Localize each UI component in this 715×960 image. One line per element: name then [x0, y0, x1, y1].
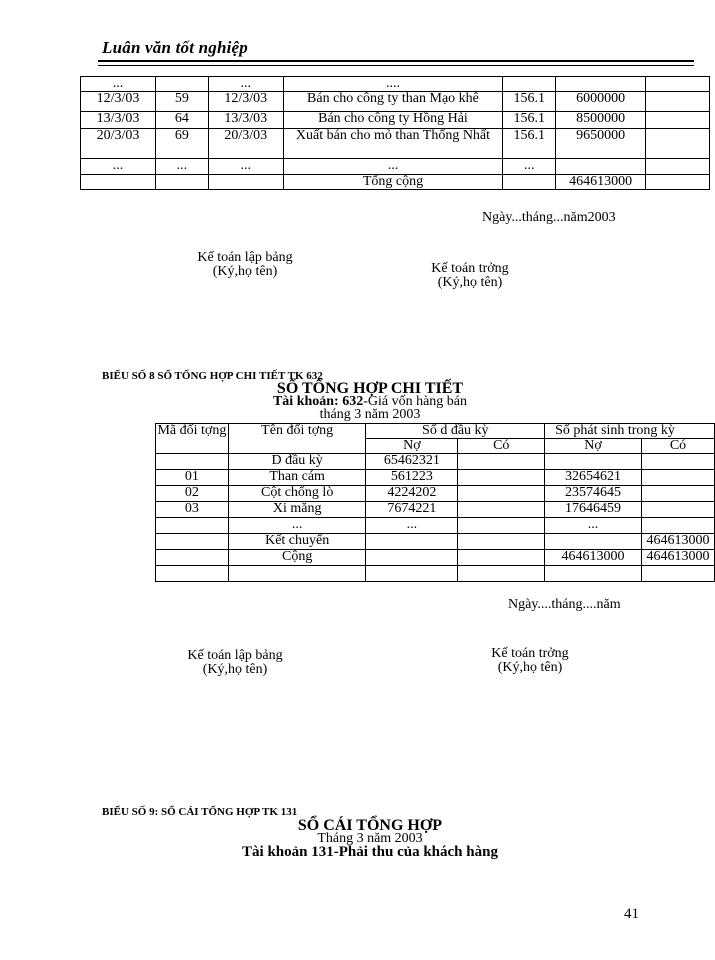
preparer-sub: (Ký,họ tên): [212, 264, 278, 279]
table-cell: [458, 486, 545, 502]
chief-accountant-signature-2: [455, 647, 605, 675]
table-cell: 65462321: [366, 454, 458, 470]
table-cell: 17646459: [545, 502, 642, 518]
table-cell: 9650000: [556, 129, 646, 159]
table-cell: Xuất bán cho mỏ than Thống Nhất: [283, 129, 503, 159]
table-cell: [458, 534, 545, 550]
preparer-title: Kế toán lập bảng: [197, 250, 293, 265]
table-cell: [556, 159, 646, 175]
section9-title: SỔ CÁI TỔNG HỢP: [297, 817, 443, 834]
table-cell: [458, 518, 545, 534]
section9-label: BIỂU SỐ 9: SỔ CÁI TỔNG HỢP TK 131: [102, 806, 298, 818]
table-cell: Bán cho công ty than Mạo khê: [283, 92, 503, 112]
table-row: [156, 502, 715, 518]
chief-accountant-signature-1: [395, 262, 545, 290]
table-cell: [503, 175, 556, 190]
table-row: [156, 486, 715, 502]
table-row: [81, 77, 710, 92]
preparer-sub: (Ký,họ tên): [202, 662, 268, 677]
table-cell: [366, 534, 458, 550]
chief-sub: (Ký,họ tên): [437, 275, 503, 290]
table-cell: [642, 454, 715, 470]
table-cell: [208, 175, 283, 190]
page-number: 41: [624, 906, 639, 922]
table-cell: ...: [208, 77, 283, 92]
chief-title: Kế toán trởng: [431, 261, 509, 276]
table-row: [156, 518, 715, 534]
table-cell: [228, 566, 366, 582]
preparer-title: Kế toán lập bảng: [187, 648, 283, 663]
section8-title: SỔ TỔNG HỢP CHI TIẾT: [276, 380, 464, 397]
table-cell: ...: [228, 518, 366, 534]
table-cell: ...: [503, 159, 556, 175]
table-row: [81, 112, 710, 129]
table-cell: [458, 502, 545, 518]
section8-account-suffix: -Giá vốn hàng bán: [363, 394, 468, 409]
table-cell: [458, 454, 545, 470]
table-cell: [156, 518, 229, 534]
table-cell: [156, 550, 229, 566]
table-row: [156, 470, 715, 486]
date-line-1: Ngày...tháng...năm2003: [482, 210, 616, 225]
table-cell: [458, 566, 545, 582]
table-cell: 156.1: [503, 92, 556, 112]
table-cell: 156.1: [503, 112, 556, 129]
table-row: [81, 159, 710, 175]
table-cell: 8500000: [556, 112, 646, 129]
table-cell: 12/3/03: [81, 92, 156, 112]
table-cell: [556, 77, 646, 92]
table-cell: Bán cho công ty Hồng Hải: [283, 112, 503, 129]
table-cell: [646, 112, 710, 129]
section8-account-prefix: Tài khoản: 632: [272, 394, 364, 409]
table-cell: Cộng: [228, 550, 366, 566]
header-opening: Số d đầu kỳ: [366, 424, 545, 439]
table-cell: [642, 502, 715, 518]
table-cell: [545, 534, 642, 550]
header-opening-debit: Nợ: [366, 439, 458, 454]
table-cell: [642, 486, 715, 502]
table-cell: 6000000: [556, 92, 646, 112]
table-cell: [81, 175, 156, 190]
table-cell: ...: [208, 159, 283, 175]
table-cell: [156, 566, 229, 582]
table-cell: 13/3/03: [81, 112, 156, 129]
table-cell: ...: [81, 159, 156, 175]
table-cell: [155, 77, 208, 92]
table-cell: ....: [283, 77, 503, 92]
preparer-signature-2: [160, 649, 310, 677]
table-cell: [156, 454, 229, 470]
table-cell: ...: [366, 518, 458, 534]
section8-label: BIỂU SỐ 8 SỔ TỔNG HỢP CHI TIẾT TK 632: [102, 370, 323, 382]
table-cell: 13/3/03: [208, 112, 283, 129]
table-cell: [366, 550, 458, 566]
table-cell: 464613000: [556, 175, 646, 190]
header-arising-debit: Nợ: [545, 439, 642, 454]
table-cell: 20/3/03: [81, 129, 156, 159]
table-cell: 03: [156, 502, 229, 518]
table-cell: 59: [155, 92, 208, 112]
table-row: [81, 92, 710, 112]
table-cell: 561223: [366, 470, 458, 486]
table-cell: [503, 77, 556, 92]
table-row: [156, 566, 715, 582]
table-cell: ...: [155, 159, 208, 175]
table-cell: [156, 534, 229, 550]
chief-title: Kế toán trởng: [491, 646, 569, 661]
preparer-signature-1: [170, 251, 320, 279]
table-cell: 464613000: [642, 534, 715, 550]
document-header-title: Luân văn tốt nghiệp: [102, 38, 248, 57]
detail-summary-table: [155, 423, 715, 582]
header-rule-thin: [98, 65, 694, 66]
section9-account: Tài khoản 131-Phải thu của khách hàng: [242, 844, 498, 860]
table-cell: 12/3/03: [208, 92, 283, 112]
date-line-2: Ngày....tháng....năm: [508, 597, 621, 612]
table-cell: 69: [155, 129, 208, 159]
table-cell: 32654621: [545, 470, 642, 486]
header-opening-credit: Có: [458, 439, 545, 454]
table-cell: 4224202: [366, 486, 458, 502]
table-cell: [642, 518, 715, 534]
table-row: [81, 175, 710, 190]
table-cell: Than cám: [228, 470, 366, 486]
chief-sub: (Ký,họ tên): [497, 660, 563, 675]
table-cell: [646, 129, 710, 159]
table-cell: [155, 175, 208, 190]
table-cell: Kết chuyển: [228, 534, 366, 550]
table-cell: ...: [545, 518, 642, 534]
table-cell: [646, 159, 710, 175]
table-cell: 64: [155, 112, 208, 129]
table-cell: [642, 470, 715, 486]
header-arising-credit: Có: [642, 439, 715, 454]
table-cell: [642, 566, 715, 582]
table-cell: [646, 77, 710, 92]
table-row: [156, 454, 715, 470]
table-cell: [545, 454, 642, 470]
table-cell: 01: [156, 470, 229, 486]
table-cell: [458, 550, 545, 566]
table-cell: [646, 92, 710, 112]
sales-ledger-table: [80, 76, 710, 190]
table-cell: 464613000: [642, 550, 715, 566]
header-arising: Số phát sinh trong kỳ: [545, 424, 715, 439]
table-cell: Tổng cộng: [283, 175, 503, 190]
table-cell: 464613000: [545, 550, 642, 566]
section8-period: tháng 3 năm 2003: [319, 407, 421, 422]
header-rule: [98, 60, 694, 62]
table-row: [81, 129, 710, 159]
section9-period: Tháng 3 năm 2003: [317, 831, 423, 846]
table-cell: D đầu kỳ: [228, 454, 366, 470]
table-cell: Cột chống lò: [228, 486, 366, 502]
header-code: Mã đối tợng: [156, 424, 229, 454]
table-cell: [458, 470, 545, 486]
table-cell: ...: [283, 159, 503, 175]
table-cell: [545, 566, 642, 582]
table-cell: 156.1: [503, 129, 556, 159]
table-cell: 02: [156, 486, 229, 502]
header-name: Tên đối tợng: [228, 424, 366, 454]
table-cell: [646, 175, 710, 190]
table-cell: 7674221: [366, 502, 458, 518]
table-cell: 20/3/03: [208, 129, 283, 159]
table-cell: ...: [81, 77, 156, 92]
table-cell: Xi măng: [228, 502, 366, 518]
table-row: [156, 550, 715, 566]
table-cell: 23574645: [545, 486, 642, 502]
table-row: [156, 534, 715, 550]
table-cell: [366, 566, 458, 582]
